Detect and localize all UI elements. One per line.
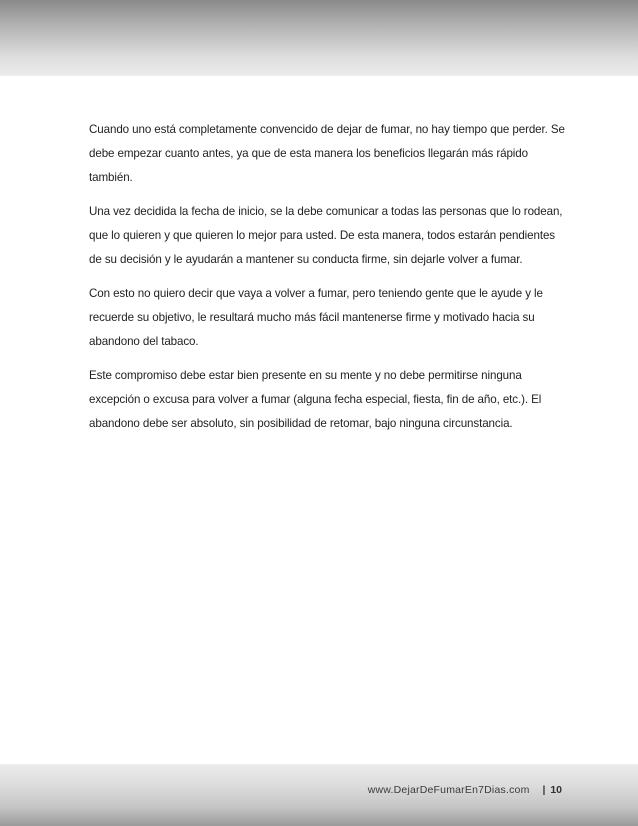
- paragraph-4: Este compromiso debe estar bien presente en su mente y no debe permitirse ninguna excepción o excusa para volver a fumar (alguna fecha especial, fiesta, fin de año, etc.). El abandono debe ser absoluto, sin posibilidad de retomar, bajo ninguna circunstancia.: [89, 369, 542, 430]
- footer-site-url: www.DejarDeFumarEn7Dias.com: [367, 784, 530, 796]
- footer-separator: |: [542, 784, 546, 796]
- page-header-band: [0, 0, 638, 76]
- paragraph-3: Con esto no quiero decir que vaya a volver a fumar, pero teniendo gente que le ayude y le recuerde su objetivo, le resultará mucho más fácil mantenerse firme y motivado hacia su abandono del tabaco.: [89, 287, 543, 348]
- page-number: 10: [550, 784, 562, 796]
- paragraph-1: Cuando uno está completamente convencido de dejar de fumar, no hay tiempo que perder. Se debe empezar cuanto antes, ya que de esta manera los beneficios llegarán más rápido también.: [89, 123, 565, 184]
- page-footer: [368, 784, 562, 796]
- paragraph-2: Una vez decidida la fecha de inicio, se la debe comunicar a todas las personas que lo rodean, que lo quieren y que quieren lo mejor para usted. De esta manera, todos estarán pendientes de su decisión y le ayudarán a mantener su conducta firme, sin dejarle volver a fumar.: [89, 205, 563, 266]
- document-body: [89, 118, 567, 446]
